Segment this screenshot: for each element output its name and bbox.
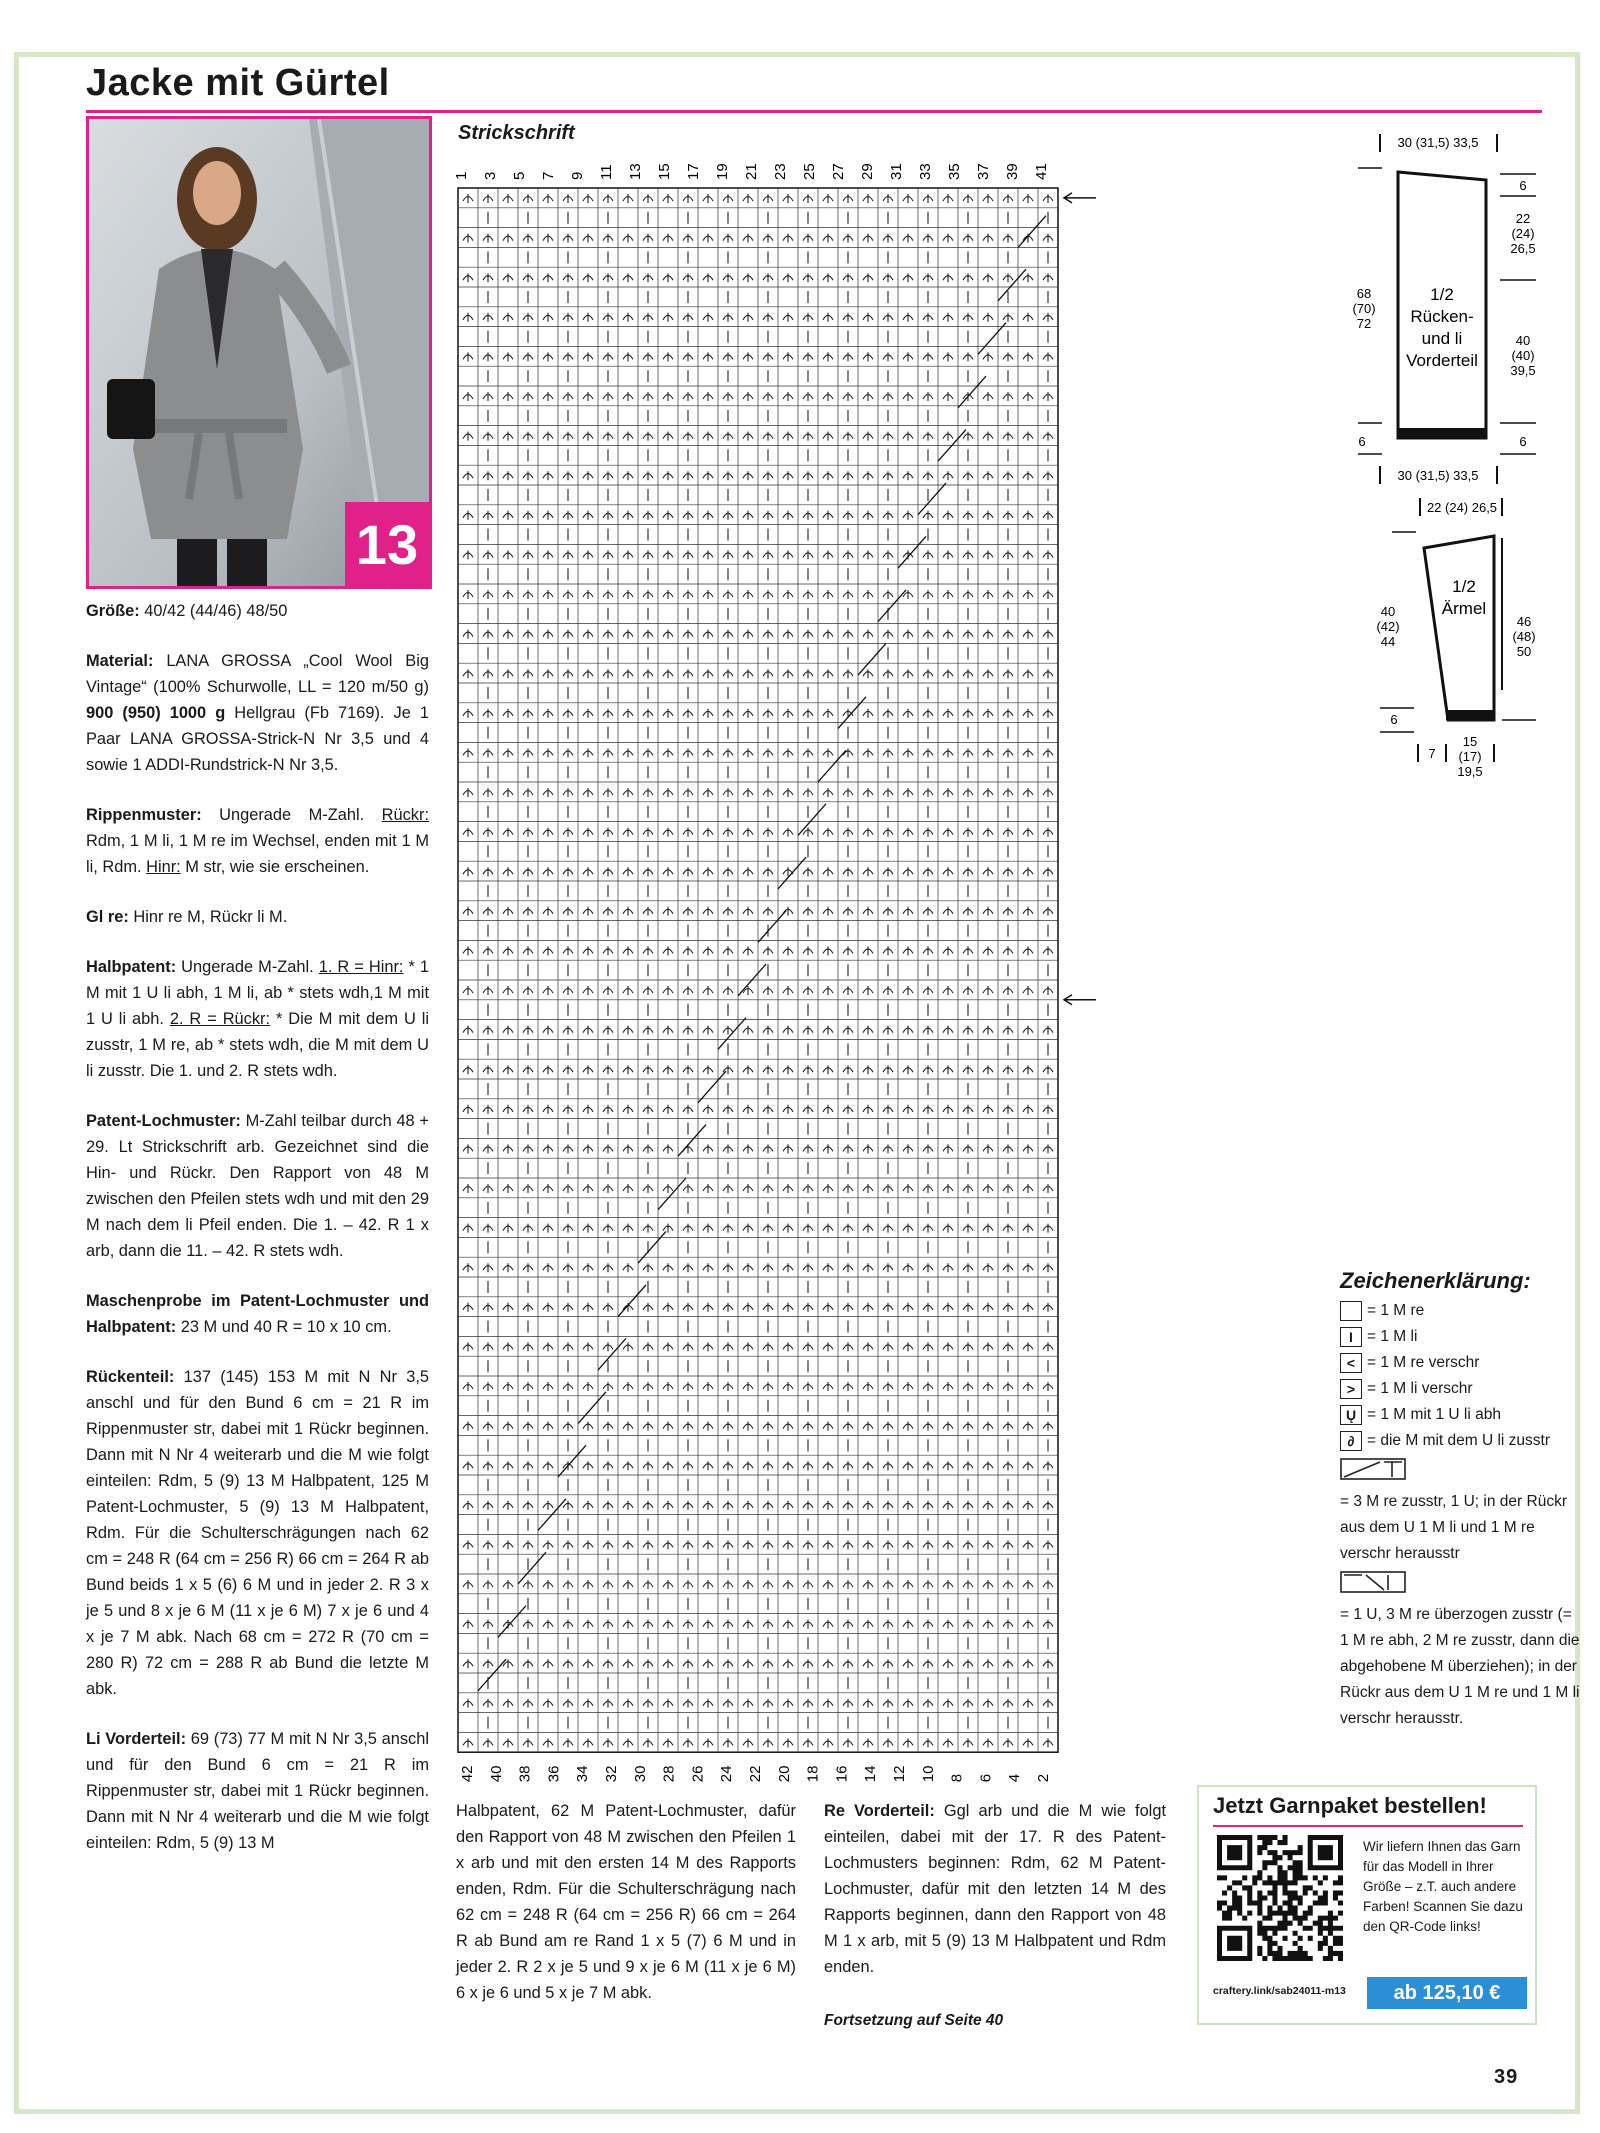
chart-bottom-number: 38 [516, 1765, 534, 1783]
sk2p-symbol-icon [1340, 1571, 1406, 1593]
rippen-label: Rippenmuster: [86, 806, 202, 824]
material-label: Material: [86, 652, 154, 670]
price-badge[interactable]: ab 125,10 € [1367, 1977, 1527, 2009]
chart-bottom-number: 34 [574, 1765, 592, 1783]
chart-bottom-number: 24 [718, 1765, 736, 1783]
repeat-arrow-icon [1064, 193, 1096, 203]
back-right-upper-1: 22 [1515, 211, 1531, 226]
back-right-upper-3: 26,5 [1510, 241, 1536, 256]
back-right-lower-1: 40 [1515, 333, 1531, 348]
back-top-width: 30 (31,5) 33,5 [1397, 135, 1479, 150]
rippen-text-1: Ungerade M-Zahl. [201, 806, 382, 824]
rueckenteil-paragraph [86, 1364, 429, 1702]
chart-bottom-number: 32 [603, 1765, 620, 1783]
sleeve-left-height-3: 44 [1380, 634, 1396, 649]
legend-item-brioche [1340, 1428, 1580, 1454]
order-text: Wir liefern Ihnen das Garn für das Modell in Ihrer Größe – z.T. auch andere Farben! Scannen Sie dazu den QR-Code links! [1363, 1839, 1523, 1934]
li-vorderteil-paragraph [86, 1726, 429, 1856]
material-text: LANA GROSSA „Cool Wool Big Vintage“ (100% Schurwolle, LL = 120 m/50 g) [86, 652, 429, 696]
size-paragraph [86, 598, 429, 624]
back-left-height-1: 68 [1356, 286, 1372, 301]
repeat-arrow-icon [1064, 995, 1096, 1005]
chart-bottom-number: 26 [689, 1765, 707, 1783]
k3tog-symbol-icon [1340, 1458, 1406, 1480]
back-right-lower-3: 39,5 [1510, 363, 1536, 378]
maschenprobe-paragraph [86, 1288, 429, 1340]
back-band-left: 6 [1358, 434, 1366, 449]
sleeve-left-height-2: (42) [1376, 619, 1400, 634]
sleeve-label-1: 1/2 [1452, 577, 1476, 596]
revord-label: Re Vorderteil: [824, 1802, 935, 1820]
legend-item-sk2p [1340, 1571, 1580, 1732]
legend-text-purl-tbl: = 1 M li verschr [1367, 1380, 1473, 1397]
chart-top-number: 13 [627, 163, 644, 180]
chart-grid [458, 188, 1058, 1752]
sleeve-top-width: 22 (24) 26,5 [1426, 500, 1498, 515]
halb-label: Halbpatent: [86, 958, 177, 976]
sleeve-bottom-width-3: 19,5 [1457, 764, 1483, 779]
legend-text-brioche: = die M mit dem U li zusstr [1367, 1432, 1551, 1449]
livord-text: 69 (73) 77 M mit N Nr 3,5 anschl und für den Bund 6 cm = 21 R im Rippenmuster str, dabei mit 1 Rückr beginnen. Dann mit N Nr 4 weiterarb und die M wie folgt einteilen: Rdm, 5 (9) 13 M [86, 1730, 429, 1852]
chart-bottom-number: 8 [948, 1773, 966, 1783]
chart-top-number: 31 [888, 163, 905, 180]
glre-paragraph [86, 904, 429, 930]
instructions-right-column [824, 1798, 1166, 1980]
glre-text: Hinr re M, Rückr li M. [128, 908, 288, 926]
back-right-lower-2: (40) [1511, 348, 1535, 363]
halbpatent-paragraph [86, 954, 429, 1084]
halb-text-2: * 1 M mit 1 U li abh, 1 M li, ab * stets wdh,1 M mit 1 U li abh. [86, 958, 430, 1028]
ruecken-text: 137 (145) 153 M mit N Nr 3,5 anschl und für den Bund 6 cm = 21 R im Rippenmuster str, dabei mit 1 Rückr beginnen. Dann mit N Nr 4 weiterarb und die M wie folgt einteilen: Rdm, 5 (9) 13 M Halbpatent, 125 M Patent-Lochmuster, 5 (9) 13 M Halbpatent, Rdm. Für die Schulterschrägungen nach 62 cm = 248 R (64 cm = 256 R) 66 cm = 264 R ab Bund beids 1 x 5 (6) 6 M und in jeder 2. R 3 x je 5 und 8 x je 6 M (11 x je 6 M) 7 x je 6 und 4 x je 7 M abk. Nach 68 cm = 272 R (70 cm = 280 R) 72 cm = 288 R ab Bund die letzte M abk. [86, 1368, 429, 1698]
material-paragraph [86, 648, 429, 778]
chart-top-number: 1 [453, 171, 470, 180]
chart-top-number: 23 [772, 163, 789, 180]
revord-text: Ggl arb und die M wie folgt einteilen, dabei mit der 17. R des Patent-Lochmusters beginnen: Rdm, 62 M Patent-Lochmuster, dafür mit den letzten 14 M des Rapports beginnen, dann den Rapport von 48 M 1 x arb, mit 5 (9) 13 M Halbpatent und Rdm enden. [824, 1802, 1166, 1976]
halb-row-2: 2. R = Rückr: [169, 1010, 271, 1028]
chart-top-number: 33 [917, 163, 934, 180]
chart-bottom-number: 6 [977, 1773, 995, 1783]
back-bottom-width: 30 (31,5) 33,5 [1397, 468, 1479, 483]
qr-code-icon[interactable] [1217, 1835, 1343, 1961]
back-left-height-3: 72 [1356, 316, 1372, 331]
sleeve-bottom-width-2: (17) [1458, 749, 1482, 764]
rippen-text-2: Rdm, 1 M li, 1 M re im Wechsel, enden mit 1 M li, Rdm. [86, 832, 429, 876]
legend-text-knit-tbl: = 1 M re verschr [1367, 1354, 1480, 1371]
back-piece-schematic [1352, 134, 1536, 484]
rippen-hinr: Hinr: [146, 858, 181, 876]
legend-text-purl: = 1 M li [1367, 1328, 1418, 1345]
chart-top-number: 11 [598, 164, 615, 180]
chart-top-number: 7 [540, 171, 557, 180]
legend-title: Zeichenerklärung: [1340, 1268, 1531, 1293]
order-box [1197, 1785, 1537, 2025]
legend-item-purl-tbl [1340, 1376, 1580, 1402]
page-title: Jacke mit Gürtel [86, 62, 390, 104]
chart-bottom-number: 10 [919, 1765, 937, 1783]
order-rule [1213, 1825, 1523, 1827]
sleeve-right-height-3: 50 [1516, 644, 1532, 659]
chart-top-number: 3 [482, 171, 499, 180]
brioche-symbol-icon: ∂ [1340, 1431, 1362, 1451]
knit-tbl-symbol-icon: < [1340, 1353, 1362, 1373]
schematic-diagram [1340, 120, 1590, 820]
halb-row-1: 1. R = Hinr: [318, 958, 404, 976]
legend-text-slip-yo: = 1 M mit 1 U li abh [1367, 1406, 1501, 1423]
chart-bottom-number: 12 [891, 1765, 908, 1783]
back-right-upper-2: (24) [1511, 226, 1535, 241]
chart-bottom-number: 2 [1035, 1773, 1052, 1783]
knit-symbol-icon [1340, 1301, 1362, 1321]
chart-top-number: 15 [656, 163, 673, 180]
legend-text-k3tog: = 3 M re zusstr, 1 U; in der Rückr aus dem U 1 M li und 1 M re verschr herausstr [1340, 1493, 1567, 1562]
model-number-badge: 13 [345, 502, 429, 586]
size-value: 40/42 (44/46) 48/50 [139, 602, 288, 620]
purl-tbl-symbol-icon: > [1340, 1379, 1362, 1399]
halb-text-3: * Die M mit dem U li zusstr, 1 M re, ab * stets wdh, die M mit dem U li zusstr. Die 1. und 2. R stets wdh. [86, 1010, 430, 1080]
model-photo [86, 116, 432, 589]
loch-text: M-Zahl teilbar durch 48 + 29. Lt Strickschrift arb. Gezeichnet sind die Hin- und Rückr. Den Rapport von 48 M zwischen den Pfeilen stets wdh und mit den 29 M nach dem li Pfeil enden. Die 1. – 42. R 1 x arb, dann die 11. – 42. R stets wdh. [86, 1112, 429, 1260]
order-link[interactable]: craftery.link/sab24011-m13 [1213, 1985, 1346, 1997]
chart-bottom-number: 40 [487, 1765, 505, 1783]
material-amount: 900 (950) 1000 g [86, 704, 226, 722]
livord-label: Li Vorderteil: [86, 1730, 187, 1748]
chart-top-number: 17 [685, 163, 702, 180]
chart-top-number: 25 [801, 163, 818, 180]
legend-item-k3tog [1340, 1458, 1580, 1567]
size-label: Größe: [86, 602, 140, 620]
knitting-chart [453, 128, 1318, 1788]
chart-bottom-number: 14 [862, 1765, 880, 1783]
legend [1340, 1268, 1580, 1732]
material-text-2: Hellgrau (Fb 7169). Je 1 Paar LANA GROSSA-Strick-N Nr 3,5 und 4 sowie 1 ADDI-Rundstrick-N Nr 3,5. [86, 704, 429, 774]
sleeve-right-height-2: (48) [1512, 629, 1536, 644]
halb-text-1: Ungerade M-Zahl. [176, 958, 319, 976]
chart-bottom-number: 28 [660, 1765, 678, 1783]
slip-yo-symbol-icon: Ų [1340, 1405, 1362, 1425]
chart-top-number: 9 [569, 171, 586, 180]
back-label-3: und li [1421, 329, 1463, 348]
chart-bottom-number: 22 [747, 1765, 764, 1783]
sleeve-bottom-width-1: 15 [1462, 734, 1478, 749]
chart-top-number: 5 [511, 171, 528, 180]
purl-symbol-icon: I [1340, 1327, 1362, 1347]
legend-item-knit [1340, 1298, 1580, 1324]
chart-top-number: 37 [975, 163, 992, 180]
sleeve-schematic [1376, 498, 1536, 779]
chart-top-number: 35 [946, 163, 963, 180]
continued-note: Fortsetzung auf Seite 40 [824, 2012, 1004, 2029]
sleeve-left-height-1: 40 [1380, 604, 1396, 619]
chart-top-number: 39 [1004, 163, 1021, 180]
loch-label: Patent-Lochmuster: [86, 1112, 241, 1130]
sleeve-right-height-1: 46 [1516, 614, 1532, 629]
legend-item-slip-yo [1340, 1402, 1580, 1428]
probe-label: Maschenprobe im Patent-Lochmuster und Halbpatent: [86, 1292, 429, 1336]
lochmuster-paragraph [86, 1108, 429, 1264]
back-label-2: Rücken- [1410, 307, 1474, 326]
legend-item-purl [1340, 1324, 1580, 1350]
sleeve-label-2: Ärmel [1441, 599, 1487, 618]
chart-top-number: 27 [830, 163, 847, 180]
ruecken-label: Rückenteil: [86, 1368, 175, 1386]
chart-bottom-number: 4 [1006, 1773, 1024, 1783]
back-left-height-2: (70) [1352, 301, 1376, 316]
legend-item-knit-tbl [1340, 1350, 1580, 1376]
chart-bottom-number: 20 [775, 1765, 793, 1783]
chart-bottom-number: 36 [545, 1765, 563, 1783]
back-band-right: 6 [1519, 434, 1527, 449]
middle-text: Halbpatent, 62 M Patent-Lochmuster, dafür den Rapport von 48 M zwischen den Pfeilen 1 x arb und mit den ersten 14 M des Rapports enden, Rdm. Für die Schulterschrägung nach 62 cm = 248 R (64 cm = 256 R) 66 cm = 264 R ab Bund am re Rand 1 x 5 (7) 6 M und in jeder 2. R 2 x je 5 und 9 x je 6 M (11 x je 6 M) 6 x je 6 und 5 x je 7 M abk. [456, 1802, 796, 2002]
chart-bottom-number: 16 [833, 1765, 851, 1783]
sleeve-bottom-left: 7 [1428, 746, 1436, 761]
chart-top-number: 19 [714, 163, 731, 180]
rippen-text-3: M str, wie sie erscheinen. [180, 858, 370, 876]
instructions-left-column [86, 598, 429, 1880]
back-shoulder: 6 [1519, 178, 1527, 193]
title-rule [86, 110, 1542, 113]
chart-bottom-number: 42 [459, 1765, 476, 1783]
legend-text-sk2p: = 1 U, 3 M re überzogen zusstr (= 1 M re abh, 2 M re zusstr, dann die abgehobene M überziehen); in der Rückr aus dem U 1 M re und 1 M li verschr herausstr. [1340, 1606, 1580, 1727]
order-title: Jetzt Garnpaket bestellen! [1213, 1793, 1487, 1818]
sleeve-band: 6 [1390, 712, 1398, 727]
chart-top-number: 41 [1033, 163, 1050, 180]
rippen-rueckr: Rückr: [381, 806, 429, 824]
page-number: 39 [1494, 2066, 1519, 2088]
chart-top-number: 21 [743, 163, 760, 180]
rippenmuster-paragraph [86, 802, 429, 880]
probe-text: 23 M und 40 R = 10 x 10 cm. [176, 1318, 392, 1336]
glre-label: Gl re: [86, 908, 129, 926]
chart-top-number: 29 [859, 163, 876, 180]
chart-bottom-number: 30 [631, 1765, 649, 1783]
chart-title: Strickschrift [458, 122, 575, 144]
instructions-middle-column [456, 1798, 796, 2006]
back-label-4: Vorderteil [1406, 351, 1478, 370]
back-label-1: 1/2 [1430, 285, 1454, 304]
chart-bottom-number: 18 [804, 1765, 822, 1783]
legend-text-knit: = 1 M re [1367, 1302, 1425, 1319]
